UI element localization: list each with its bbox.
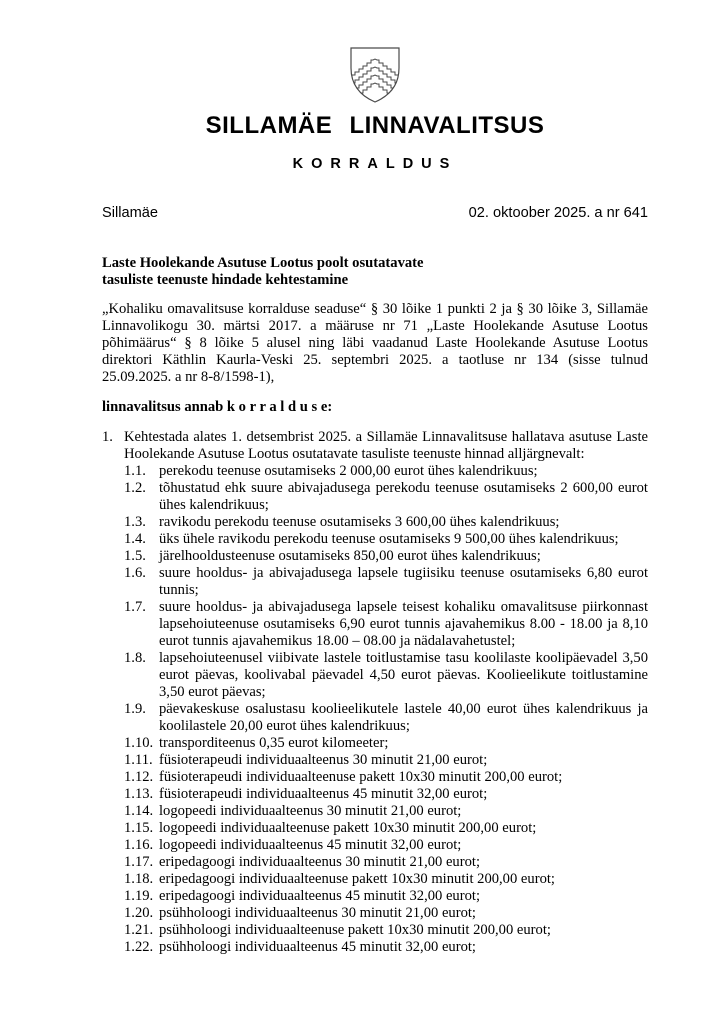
order-item-1 bbox=[102, 429, 648, 956]
subitem-text: eripedagoogi individuaalteenuse pakett 10x30 minutit 200,00 eurot; bbox=[159, 871, 555, 887]
subitem-text: logopeedi individuaalteenus 30 minutit 21,00 eurot; bbox=[159, 803, 462, 819]
subitem-text: logopeedi individuaalteenuse pakett 10x30 minutit 200,00 eurot; bbox=[159, 820, 537, 836]
subitem-text: lapsehoiuteenusel viibivate lastele toitlustamise tasu koolilaste koolipäevadel 3,50 eurot päevas, koolivabal päevadel 4,50 eurot päevas. Koolieelikute toitlustamine 3,50 eurot päevas; bbox=[159, 650, 648, 700]
subitem-number: 1.5. bbox=[124, 548, 146, 564]
subitem-number: 1.6. bbox=[124, 565, 146, 581]
subitem-text: suure hooldus- ja abivajadusega lapsele tugiisiku teenuse osutamiseks 6,80 eurot tunnis; bbox=[159, 565, 648, 598]
subitem-text: eripedagoogi individuaalteenus 45 minutit 32,00 eurot; bbox=[159, 888, 480, 904]
subitem-number: 1.11. bbox=[124, 752, 153, 768]
order-subitem bbox=[124, 735, 648, 752]
organization-name: SILLAMÄE LINNAVALITSUS bbox=[205, 112, 545, 139]
subitem-number: 1.2. bbox=[124, 480, 146, 496]
order-subitem bbox=[124, 786, 648, 803]
order-subitem bbox=[124, 837, 648, 854]
order-subitem bbox=[124, 820, 648, 837]
order-subitem bbox=[124, 922, 648, 939]
subject-heading bbox=[102, 255, 648, 289]
subitem-number: 1.7. bbox=[124, 599, 146, 615]
document-header bbox=[102, 46, 648, 173]
subitem-number: 1.9. bbox=[124, 701, 146, 717]
subitem-text: psühholoogi individuaalteenus 45 minutit 32,00 eurot; bbox=[159, 939, 476, 955]
order-subitem bbox=[124, 939, 648, 956]
subject-line-1: Laste Hoolekande Asutuse Lootus poolt osutatavate bbox=[102, 255, 424, 271]
issue-place: Sillamäe bbox=[102, 205, 158, 221]
subitem-text: ravikodu perekodu teenuse osutamiseks 3 600,00 ühes kalendrikuus; bbox=[159, 514, 560, 530]
order-subitem bbox=[124, 599, 648, 650]
subitem-number: 1.21. bbox=[124, 922, 154, 938]
document-meta-row bbox=[102, 205, 648, 222]
subitem-text: psühholoogi individuaalteenuse pakett 10x30 minutit 200,00 eurot; bbox=[159, 922, 551, 938]
subitem-text: perekodu teenuse osutamiseks 2 000,00 eurot ühes kalendrikuus; bbox=[159, 463, 538, 479]
order-subitem bbox=[124, 565, 648, 599]
order-subitem bbox=[124, 480, 648, 514]
order-subitem bbox=[124, 514, 648, 531]
subitem-number: 1.18. bbox=[124, 871, 154, 887]
subitem-number: 1.15. bbox=[124, 820, 154, 836]
subitem-text: järelhooldusteenuse osutamiseks 850,00 eurot ühes kalendrikuus; bbox=[159, 548, 541, 564]
order-subitem bbox=[124, 650, 648, 701]
order-subitem bbox=[124, 701, 648, 735]
issue-date-number: 02. oktoober 2025. a nr 641 bbox=[468, 205, 648, 221]
subitem-number: 1.1. bbox=[124, 463, 146, 479]
subitem-number: 1.20. bbox=[124, 905, 154, 921]
subitem-number: 1.12. bbox=[124, 769, 154, 785]
coat-of-arms-icon bbox=[349, 46, 401, 104]
resolution-intro: linnavalitsus annab k o r r a l d u s e: bbox=[102, 399, 333, 415]
subitem-text: eripedagoogi individuaalteenus 30 minutit 21,00 eurot; bbox=[159, 854, 480, 870]
subitem-text: transporditeenus 0,35 eurot kilomeeter; bbox=[159, 735, 389, 751]
subitem-text: üks ühele ravikodu perekodu teenuse osutamiseks 9 500,00 ühes kalendrikuus; bbox=[159, 531, 619, 547]
subitem-text: logopeedi individuaalteenus 45 minutit 32,00 eurot; bbox=[159, 837, 462, 853]
subitem-text: füsioterapeudi individuaalteenus 30 minutit 21,00 eurot; bbox=[159, 752, 488, 768]
order-item-body bbox=[124, 429, 648, 956]
order-subitem bbox=[124, 463, 648, 480]
subitem-number: 1.19. bbox=[124, 888, 154, 904]
subitem-text: tõhustatud ehk suure abivajadusega perekodu teenuse osutamiseks 2 600,00 eurot ühes kalendrikuus; bbox=[159, 480, 648, 513]
order-subitem bbox=[124, 871, 648, 888]
subitem-text: psühholoogi individuaalteenus 30 minutit 21,00 eurot; bbox=[159, 905, 476, 921]
subitem-number: 1.14. bbox=[124, 803, 154, 819]
order-item-number: 1. bbox=[102, 429, 113, 445]
preamble-paragraph: „Kohaliku omavalitsuse korralduse seaduse“ § 30 lõike 1 punkti 2 ja § 30 lõike 3, Sillamäe Linnavolikogu 30. märtsi 2017. a määruse nr 71 „Laste Hoolekande Asutuse Lootus põhimäärus“ § 8 lõike 5 alusel ning läbi vaadanud Laste Hoolekande Asutuse Lootus direktori Käthlin Kaurla-Veski 25. septembri 2025. a taotluse nr 134 (sisse tulnud 25.09.2025. a nr 8-8/1598-1), bbox=[102, 301, 648, 385]
order-subitem bbox=[124, 752, 648, 769]
order-subitem bbox=[124, 531, 648, 548]
order-subitem bbox=[124, 905, 648, 922]
order-subitem bbox=[124, 769, 648, 786]
subitem-number: 1.16. bbox=[124, 837, 154, 853]
document-type-title: KORRALDUS bbox=[292, 156, 458, 172]
subitem-number: 1.13. bbox=[124, 786, 154, 802]
subitem-number: 1.3. bbox=[124, 514, 146, 530]
subitem-number: 1.10. bbox=[124, 735, 154, 751]
subitem-text: füsioterapeudi individuaalteenus 45 minutit 32,00 eurot; bbox=[159, 786, 488, 802]
order-subitem bbox=[124, 548, 648, 565]
order-item-text: Kehtestada alates 1. detsembrist 2025. a Sillamäe Linnavalitsuse hallatava asutuse Laste Hoolekande Asutuse Lootus osutatavate tasuliste teenuste hinnad alljärgnevalt: bbox=[124, 429, 648, 462]
subitem-number: 1.17. bbox=[124, 854, 154, 870]
order-subitem bbox=[124, 854, 648, 871]
order-subitem bbox=[124, 888, 648, 905]
subitem-number: 1.22. bbox=[124, 939, 154, 955]
order-subitem bbox=[124, 803, 648, 820]
subject-line-2: tasuliste teenuste hindade kehtestamine bbox=[102, 272, 349, 288]
subitem-text: füsioterapeudi individuaalteenuse pakett 10x30 minutit 200,00 eurot; bbox=[159, 769, 563, 785]
subitem-number: 1.4. bbox=[124, 531, 146, 547]
subitem-text: suure hooldus- ja abivajadusega lapsele teisest kohaliku omavalitsuse piirkonnast lapsehoiuteenuse osutamiseks 6,90 eurot tunnis ajavahemikus 8.00 - 18.00 ja 8,10 eurot tunnis ajavahemikus 18.00 – 08.00 ja nädalavahetustel; bbox=[159, 599, 648, 649]
subitem-text: päevakeskuse osalustasu koolieelikutele lastele 40,00 eurot ühes kalendrikuus ja koolilastele 20,00 eurot ühes kalendrikuus; bbox=[159, 701, 648, 734]
subitem-number: 1.8. bbox=[124, 650, 146, 666]
